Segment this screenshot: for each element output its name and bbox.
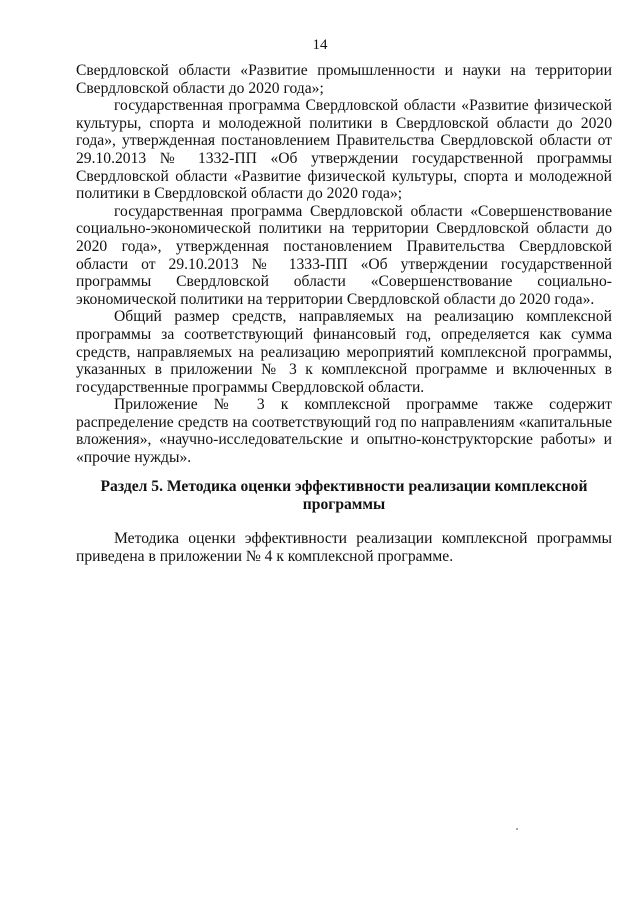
paragraph-appendix-3: Приложение № 3 к комплексной программе также содержит распределение средств на соответствующий год по направлениям «капитальные вложения», «научно-исследовательские и опытно-конструкторские работы» и «прочие нужды». xyxy=(76,396,612,467)
paragraph-program-industry: Свердловской области «Развитие промышленности и науки на территории Свердловской области до 2020 года»; xyxy=(76,62,612,97)
paragraph-funding: Общий размер средств, направляемых на реализацию комплексной программы за соответствующий финансовый год, определяется как сумма средств, направляемых на реализацию мероприятий комплексной программы, указанных в приложении № 3 к комплексной программе и включенных в государственные программы Свердловской области. xyxy=(76,308,612,396)
paragraph-program-economy: государственная программа Свердловской области «Совершенствование социально-экономической политики на территории Свердловской области до 2020 года», утвержденная постановлением Правительства Свердловской области от 29.10.2013 № 1333-ПП «Об утверждении государственной программы Свердловской области «Совершенствование социально-экономической политики на территории Свердловской области до 2020 года». xyxy=(76,202,612,308)
scan-speck xyxy=(516,828,518,830)
body-text xyxy=(76,62,612,467)
paragraph-program-sport: государственная программа Свердловской области «Развитие физической культуры, спорта и молодежной политики в Свердловской области до 2020 года», утвержденная постановлением Правительства Свердловской области от 29.10.2013 № 1332-ПП «Об утверждении государственной программы Свердловской области «Развитие физической культуры, спорта и молодежной политики в Свердловской области до 2020 года»; xyxy=(76,97,612,203)
paragraph-methodology: Методика оценки эффективности реализации комплексной программы приведена в приложении № 4 к комплексной программе. xyxy=(76,530,612,565)
page-number: 14 xyxy=(312,37,328,53)
section-heading: Раздел 5. Методика оценки эффективности реализации комплексной программы xyxy=(100,478,588,513)
